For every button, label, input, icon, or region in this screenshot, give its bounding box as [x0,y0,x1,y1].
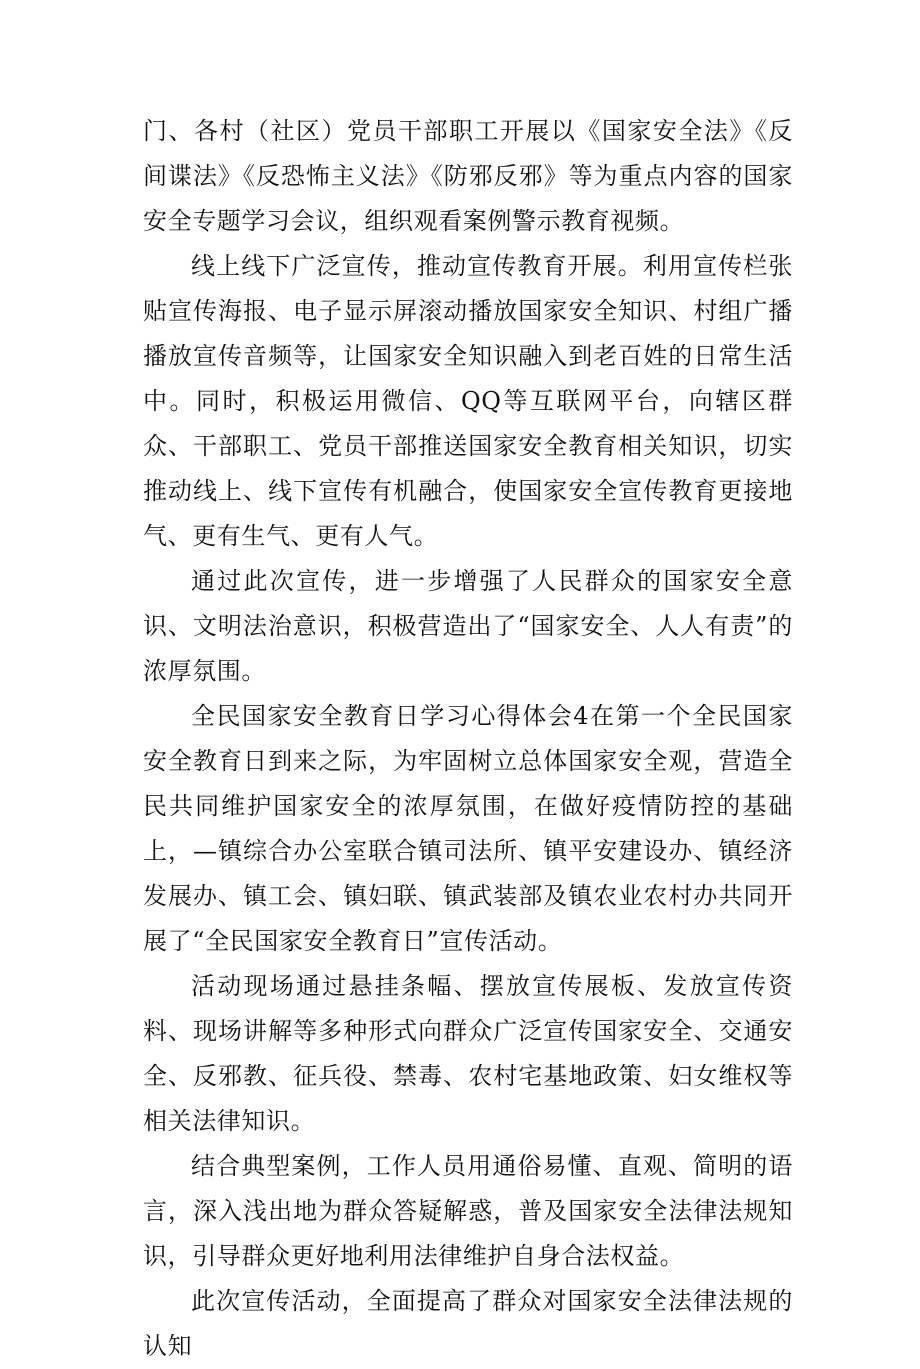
paragraph-continuation: 门、各村（社区）党员干部职工开展以《国家安全法》《反间谍法》《反恐怖主义法》《防邪反邪》等为重点内容的国家安全专题学习会议，组织观看案例警示教育视频。 [143,117,793,235]
paragraph-activity-site: 活动现场通过悬挂条幅、摆放宣传展板、发放宣传资料、现场讲解等多种形式向群众广泛宣传国家安全、交通安全、反邪教、征兵役、禁毒、农村宅基地政策、妇女维权等相关法律知识。 [143,972,793,1135]
body-text [143,109,793,1369]
paragraph-conclusion: 此次宣传活动，全面提高了群众对国家安全法律法规的认知 [143,1287,793,1360]
paragraph-online-offline: 线上线下广泛宣传，推动宣传教育开展。利用宣传栏张贴宣传海报、电子显示屏滚动播放国家安全知识、村组广播播放宣传音频等，让国家安全知识融入到老百姓的日常生活中。同时，积极运用微信、QQ等互联网平台，向辖区群众、干部职工、党员干部推送国家安全教育相关知识，切实推动线上、线下宣传有机融合，使国家安全宣传教育更接地气、更有生气、更有人气。 [143,252,793,550]
paragraph-education-day: 全民国家安全教育日学习心得体会4在第一个全民国家安全教育日到来之际，为牢固树立总体国家安全观，营造全民共同维护国家安全的浓厚氛围，在做好疫情防控的基础上，—镇综合办公室联合镇司法所、镇平安建设办、镇经济发展办、镇工会、镇妇联、镇武装部及镇农业农村办共同开展了“全民国家安全教育日”宣传活动。 [143,702,793,955]
paragraph-case-study: 结合典型案例，工作人员用通俗易懂、直观、简明的语言，深入浅出地为群众答疑解惑，普及国家安全法律法规知识，引导群众更好地利用法律维护自身合法权益。 [143,1152,793,1270]
paragraph-awareness: 通过此次宣传，进一步增强了人民群众的国家安全意识、文明法治意识，积极营造出了“国家安全、人人有责”的浓厚氛围。 [143,567,793,685]
